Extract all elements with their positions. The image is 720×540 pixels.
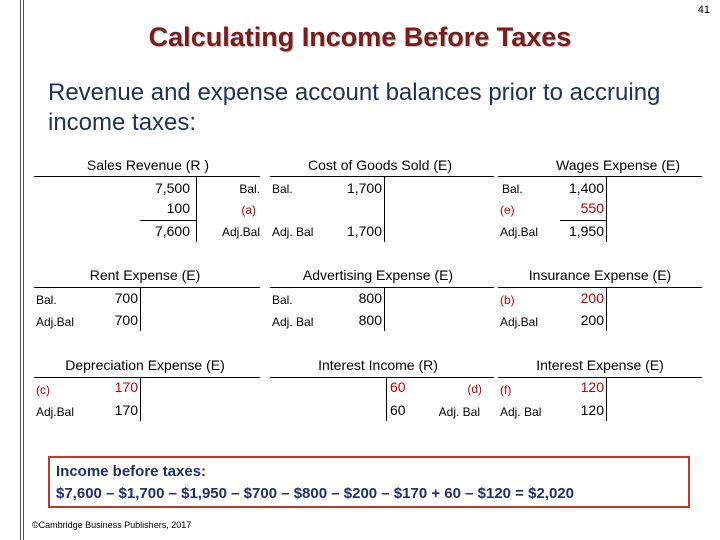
entry-label: (e)	[500, 203, 515, 217]
debit-value: 800	[358, 312, 382, 328]
t-account-title: Interest Income (R)	[318, 357, 438, 373]
t-account-divider	[606, 377, 607, 421]
t-account-title: Wages Expense (E)	[556, 157, 680, 173]
entry-label: Bal.	[272, 182, 293, 196]
t-account-divider	[606, 287, 607, 331]
entry-label: Adj.Bal	[500, 315, 539, 329]
debit-value: 550	[580, 200, 604, 216]
debit-value: 170	[114, 379, 138, 395]
credit-value: 7,600	[154, 223, 190, 239]
income-summary-box	[48, 456, 690, 508]
debit-value: 200	[580, 312, 604, 328]
debit-value: 1,700	[346, 180, 382, 196]
debit-value: 200	[580, 290, 604, 306]
t-account-title: Depreciation Expense (E)	[65, 357, 225, 373]
debit-value: 700	[114, 290, 138, 306]
copyright: ©Cambridge Business Publishers, 2017	[32, 520, 192, 530]
credit-value: 60	[390, 402, 406, 418]
t-account-divider	[384, 176, 385, 242]
t-account-top-line	[34, 377, 260, 378]
debit-value: 120	[580, 402, 604, 418]
debit-value: 120	[580, 379, 604, 395]
subtotal-line	[560, 220, 606, 221]
t-account-title: Insurance Expense (E)	[528, 267, 672, 283]
t-account-top-line	[498, 176, 702, 177]
t-account-title: Cost of Goods Sold (E)	[308, 157, 452, 173]
entry-label: Bal.	[239, 182, 260, 196]
slide-title: Calculating Income Before Taxes	[148, 22, 572, 52]
debit-value: 800	[358, 290, 382, 306]
entry-label: Adj. Bal	[438, 405, 480, 419]
t-account-divider	[140, 287, 141, 331]
credit-value: 7,500	[154, 180, 190, 196]
debit-value: 1,700	[346, 223, 382, 239]
t-account-top-line	[498, 287, 702, 288]
entry-label: Adj. Bal	[500, 405, 542, 419]
t-account-title: Advertising Expense (E)	[302, 267, 454, 283]
entry-label: Adj.Bal	[36, 405, 75, 419]
debit-value: 170	[114, 402, 138, 418]
entry-label: Adj.Bal	[221, 225, 260, 239]
t-account-divider	[140, 377, 141, 421]
entry-label: Adj.Bal	[500, 225, 539, 239]
t-account-top-line	[34, 287, 260, 288]
slide-number: 41	[697, 4, 710, 16]
t-account-title: Interest Expense (E)	[536, 357, 664, 373]
t-account-title: Rent Expense (E)	[89, 267, 201, 283]
entry-label: (d)	[467, 382, 482, 396]
t-account-top-line	[270, 377, 494, 378]
t-account-top-line	[270, 176, 494, 177]
t-account-top-line	[34, 176, 260, 177]
summary-heading: Income before taxes:	[56, 463, 207, 480]
left-border	[0, 0, 24, 540]
credit-value: 100	[166, 200, 190, 216]
summary-calculation: $7,600 – $1,700 – $1,950 – $700 – $800 – $200 – $170 + 60 – $120 = $2,020	[56, 485, 574, 502]
entry-label: Adj.Bal	[36, 315, 75, 329]
entry-label: Bal.	[272, 293, 293, 307]
entry-label: (c)	[36, 383, 50, 397]
subtotal-line	[140, 220, 196, 221]
credit-value: 60	[390, 379, 406, 395]
entry-label: Bal.	[502, 182, 523, 196]
entry-label: (b)	[500, 293, 515, 307]
t-account-title: Sales Revenue (R )	[86, 157, 210, 173]
t-account-top-line	[270, 287, 494, 288]
entry-label: (a)	[241, 203, 256, 217]
t-account-divider	[386, 377, 387, 421]
debit-value: 1,950	[568, 223, 604, 239]
debit-value: 1,400	[568, 180, 604, 196]
entry-label: (f)	[500, 383, 512, 397]
debit-value: 700	[114, 312, 138, 328]
slide-subtitle: Revenue and expense account balances prior to accruing income taxes:	[48, 79, 661, 136]
t-account-divider	[196, 176, 197, 242]
entry-label: Adj. Bal	[272, 315, 314, 329]
entry-label: Adj. Bal	[272, 225, 314, 239]
entry-label: Bal.	[36, 293, 57, 307]
t-account-divider	[606, 176, 607, 242]
t-account-top-line	[498, 377, 702, 378]
t-account-divider	[384, 287, 385, 331]
